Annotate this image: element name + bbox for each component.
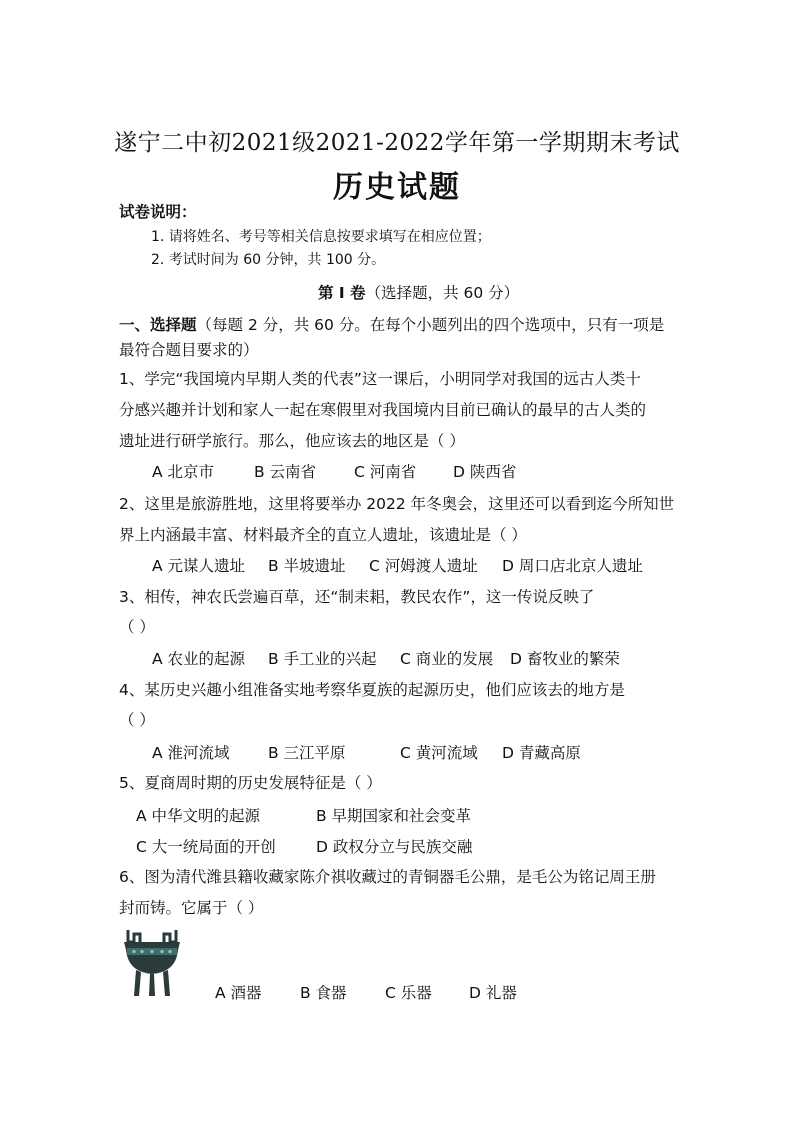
q1-option-b[interactable]: B 云南省 (254, 463, 317, 481)
question-4-line-2: （ ） (119, 711, 155, 729)
q4-option-c[interactable]: C 黄河流域 (400, 744, 478, 762)
q1-option-d[interactable]: D 陕西省 (453, 463, 517, 481)
exam-title: 遂宁二中初2021级2021-2022学年第一学期期末考试 (114, 130, 680, 156)
bronze-ding-icon (118, 926, 186, 998)
q5-option-d[interactable]: D 政权分立与民族交融 (316, 838, 473, 856)
question-1-line-2: 分感兴趣并计划和家人一起在寒假里对我国境内目前已确认的最早的古人类的 (119, 401, 647, 419)
question-5-line-1: 5、夏商周时期的历史发展特征是（ ） (119, 774, 382, 792)
question-3-line-2: （ ） (119, 618, 155, 636)
section-title (318, 283, 519, 303)
subject-title: 历史试题 (333, 170, 461, 205)
section-title-note: （选择题，共 60 分） (365, 284, 520, 302)
part-header (119, 315, 664, 335)
instructions-heading: 试卷说明： (119, 203, 197, 221)
instruction-item-1: 1. 请将姓名、考号等相关信息按要求填写在相应位置； (151, 229, 491, 245)
q6-option-a[interactable]: A 酒器 (215, 984, 262, 1002)
q3-option-d[interactable]: D 畜牧业的繁荣 (510, 650, 620, 668)
question-6-line-1: 6、图为清代潍县籍收藏家陈介祺收藏过的青铜器毛公鼎，是毛公为铭记周王册 (119, 868, 656, 886)
q3-option-a[interactable]: A 农业的起源 (152, 650, 246, 668)
q6-option-b[interactable]: B 食器 (300, 984, 347, 1002)
q6-option-c[interactable]: C 乐器 (385, 984, 432, 1002)
instruction-item-2: 2. 考试时间为 60 分钟，共 100 分。 (151, 252, 386, 268)
q4-option-a[interactable]: A 淮河流域 (152, 744, 230, 762)
part-label: 一、选择题 (119, 316, 197, 334)
question-2-line-2: 界上内涵最丰富、材料最齐全的直立人遗址，该遗址是（ ） (119, 526, 527, 544)
q3-option-b[interactable]: B 手工业的兴起 (268, 650, 377, 668)
section-title-main: 第 Ⅰ 卷 (318, 284, 366, 302)
q1-option-a[interactable]: A 北京市 (152, 463, 215, 481)
q5-option-a[interactable]: A 中华文明的起源 (136, 807, 261, 825)
question-4-line-1: 4、某历史兴趣小组准备实地考察华夏族的起源历史，他们应该去的地方是 (119, 681, 625, 699)
q5-option-b[interactable]: B 早期国家和社会变革 (316, 807, 472, 825)
part-description-cont: 最符合题目要求的） (119, 341, 259, 359)
q1-option-c[interactable]: C 河南省 (354, 463, 417, 481)
question-3-line-1: 3、相传，神农氏尝遍百草，还“制耒耜，教民农作”，这一传说反映了 (119, 588, 595, 606)
q6-option-d[interactable]: D 礼器 (469, 984, 517, 1002)
q2-option-c[interactable]: C 河姆渡人遗址 (369, 557, 478, 575)
q2-option-a[interactable]: A 元谋人遗址 (152, 557, 246, 575)
q5-option-c[interactable]: C 大一统局面的开创 (136, 838, 276, 856)
question-1-line-1: 1、学完“我国境内早期人类的代表”这一课后，小明同学对我国的远古人类十 (119, 370, 641, 388)
q3-option-c[interactable]: C 商业的发展 (400, 650, 494, 668)
part-description: （每题 2 分，共 60 分。在每个小题列出的四个选项中，只有一项是 (196, 316, 665, 334)
question-6-line-2: 封而铸。它属于（ ） (119, 899, 264, 917)
question-1-line-3: 遗址进行研学旅行。那么，他应该去的地区是（ ） (119, 432, 465, 450)
q4-option-b[interactable]: B 三江平原 (268, 744, 346, 762)
question-2-line-1: 2、这里是旅游胜地，这里将要举办 2022 年冬奥会，这里还可以看到迄今所知世 (119, 495, 675, 513)
q4-option-d[interactable]: D 青藏高原 (502, 744, 581, 762)
q2-option-b[interactable]: B 半坡遗址 (268, 557, 346, 575)
q2-option-d[interactable]: D 周口店北京人遗址 (502, 557, 643, 575)
